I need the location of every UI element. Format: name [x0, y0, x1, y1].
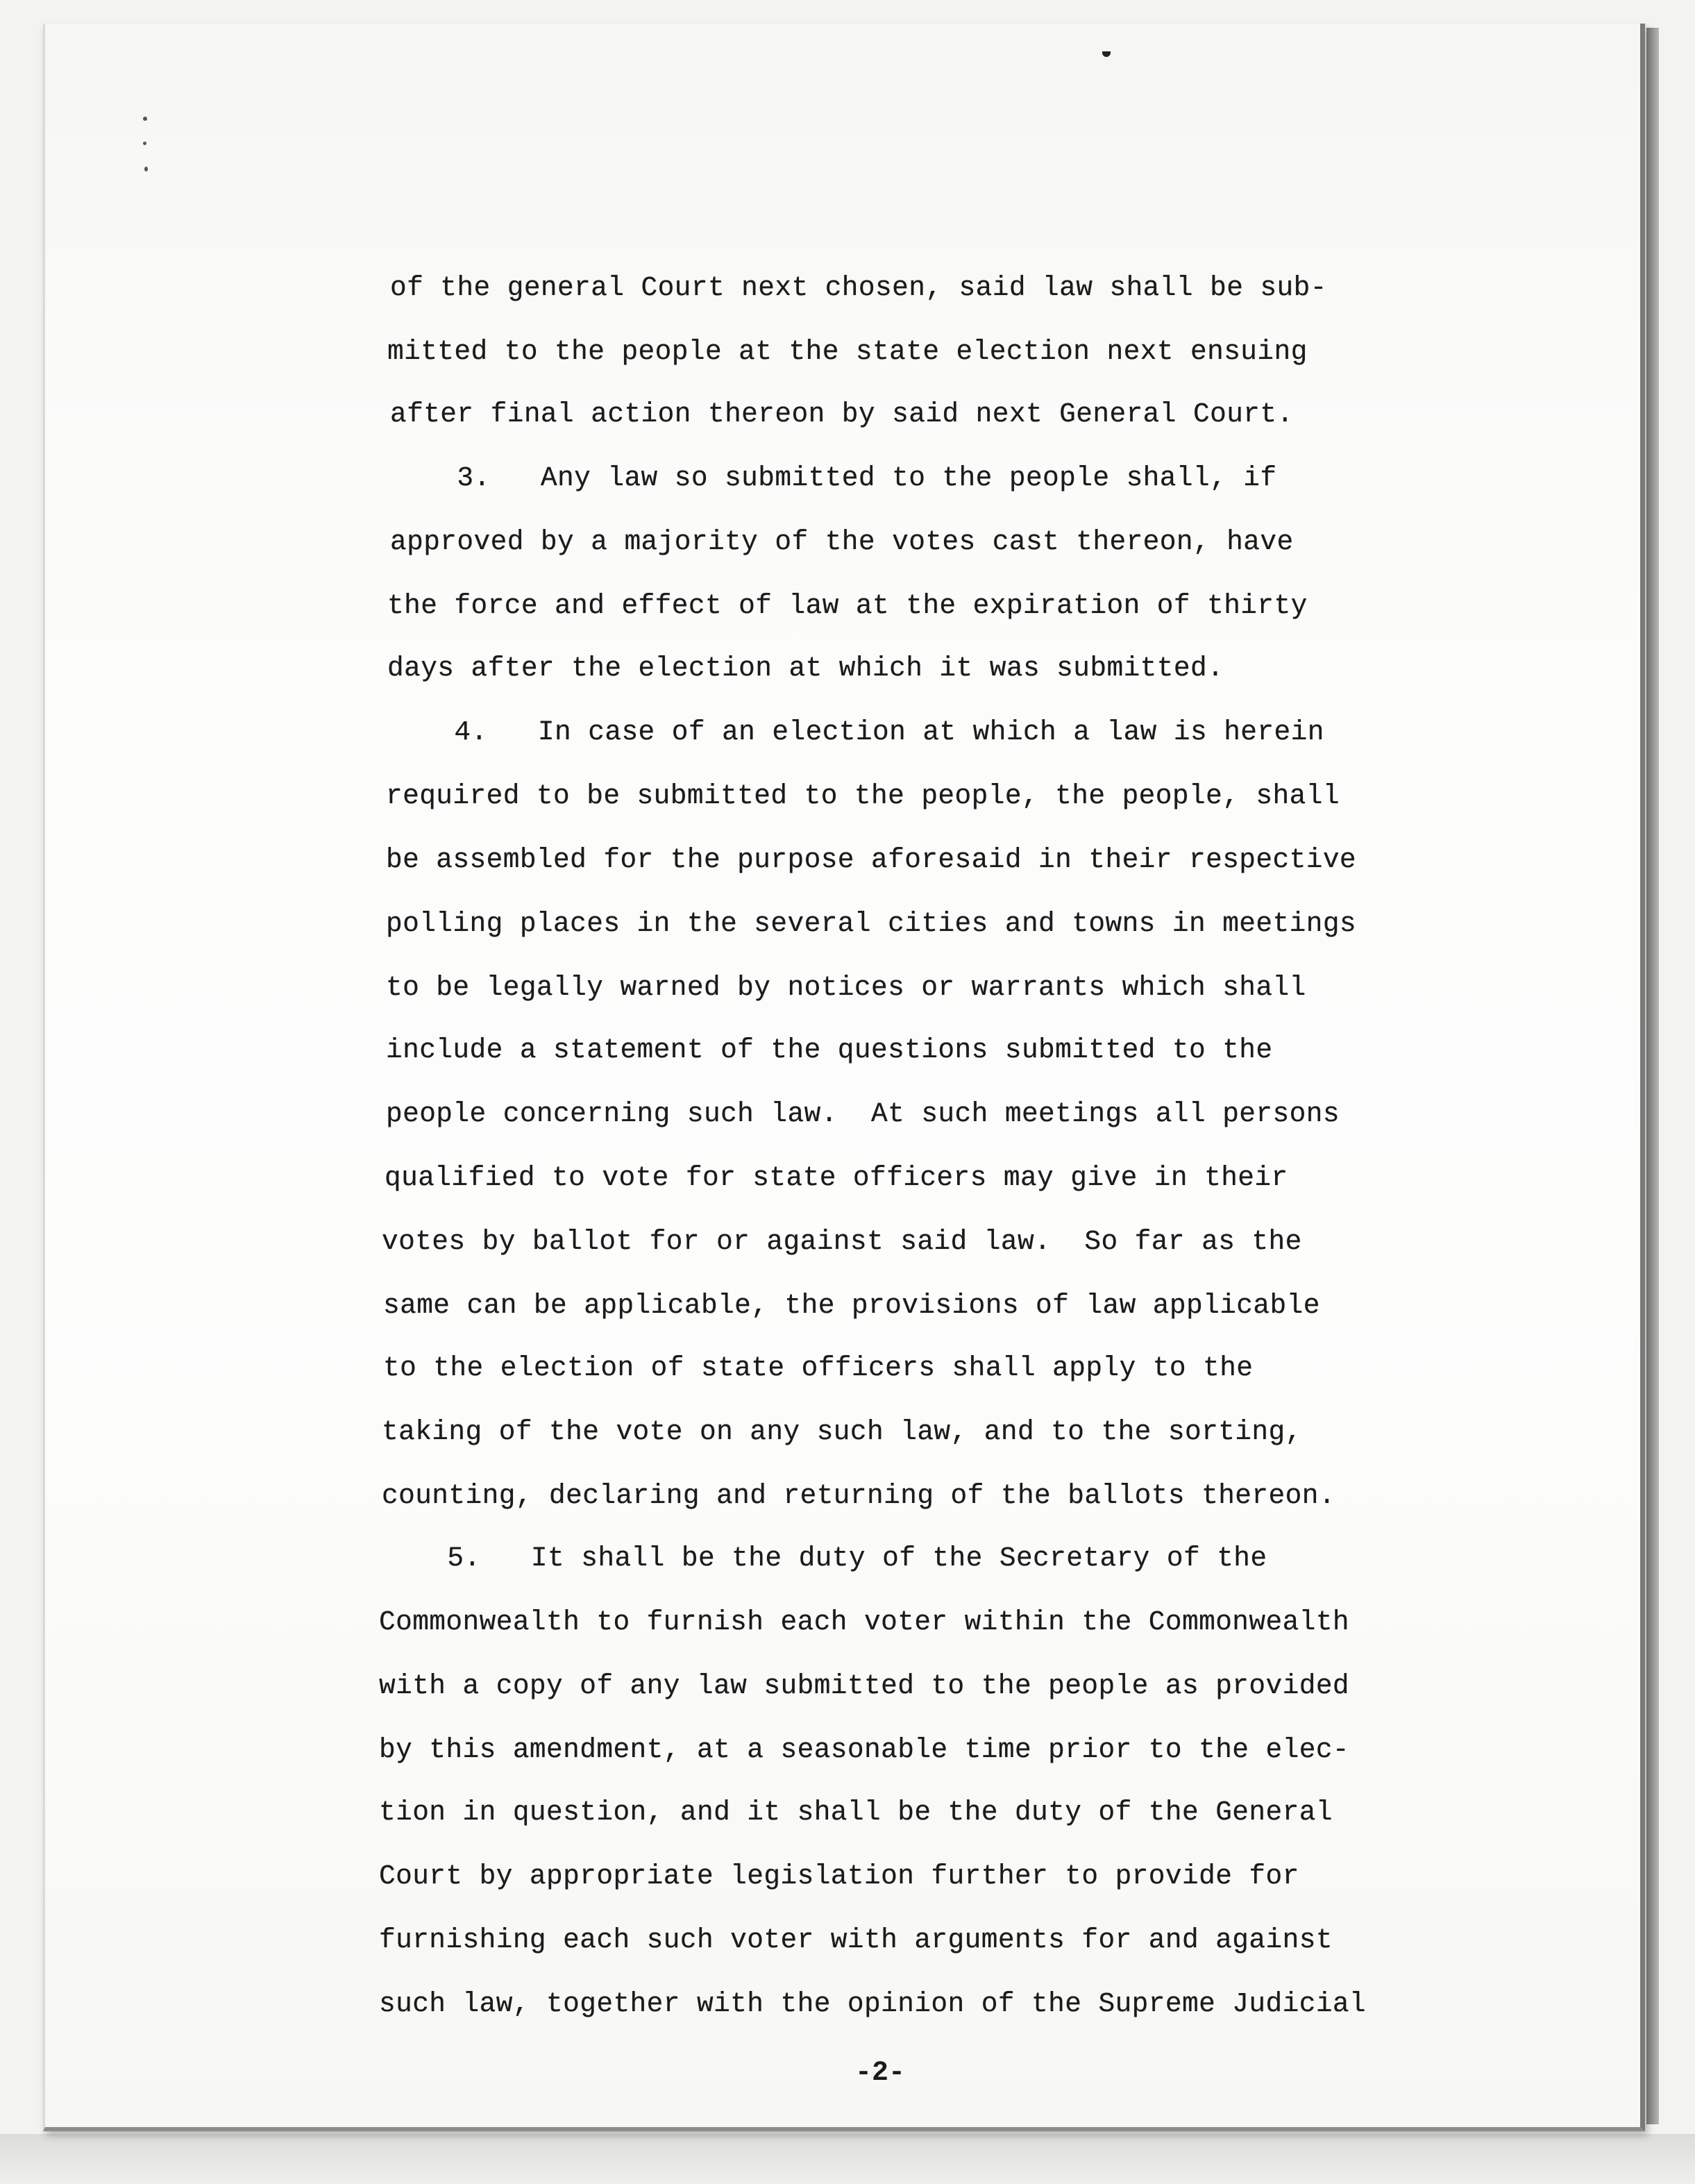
- text-line: polling places in the several cities and towns in meetings: [386, 908, 1357, 939]
- text-line: by this amendment, at a seasonable time prior to the elec-: [379, 1734, 1350, 1765]
- text-line: to be legally warned by notices or warrants which shall: [386, 972, 1306, 1003]
- scanner-bed-edge: [0, 2134, 1695, 2184]
- text-line: the force and effect of law at the expiration of thirty: [387, 590, 1308, 621]
- text-line: Commonwealth to furnish each voter within the Commonwealth: [379, 1606, 1350, 1638]
- text-line: 3. Any law so submitted to the people shall, if: [390, 462, 1277, 494]
- text-line: votes by ballot for or against said law. So far as the: [382, 1226, 1302, 1257]
- paper-right-edge: [1646, 28, 1659, 2124]
- text-line: Court by appropriate legislation further to provide for: [379, 1860, 1299, 1892]
- text-line: taking of the vote on any such law, and to the sorting,: [382, 1416, 1302, 1447]
- punch-mark: [143, 142, 146, 145]
- text-line: mitted to the people at the state election next ensuing: [387, 336, 1308, 367]
- text-line: approved by a majority of the votes cast thereon, have: [390, 526, 1294, 557]
- text-line: days after the election at which it was submitted.: [387, 653, 1224, 684]
- text-line: be assembled for the purpose aforesaid in their respective: [386, 844, 1357, 875]
- text-line: include a statement of the questions submitted to the: [386, 1034, 1273, 1066]
- text-line: of the general Court next chosen, said law shall be sub-: [390, 272, 1327, 303]
- text-line: to the election of state officers shall apply to the: [383, 1352, 1254, 1384]
- text-line: people concerning such law. At such meetings all persons: [386, 1098, 1340, 1129]
- punch-mark: [144, 167, 148, 171]
- text-line: qualified to vote for state officers may give in their: [385, 1162, 1288, 1193]
- text-line: required to be submitted to the people, the people, shall: [386, 780, 1340, 812]
- punch-mark: [143, 117, 147, 121]
- text-line: 5. It shall be the duty of the Secretary of the: [380, 1543, 1267, 1574]
- text-line: counting, declaring and returning of the ballots thereon.: [382, 1480, 1335, 1511]
- text-line: 4. In case of an election at which a law is herein: [387, 716, 1324, 748]
- page-number: -2-: [855, 2058, 906, 2089]
- text-line: furnishing each such voter with arguments for and against: [379, 1924, 1333, 1956]
- text-line: after final action thereon by said next General Court.: [390, 398, 1294, 430]
- text-line: same can be applicable, the provisions of law applicable: [383, 1290, 1320, 1321]
- text-line: such law, together with the opinion of the Supreme Judicial: [379, 1988, 1367, 2019]
- text-line: with a copy of any law submitted to the people as provided: [379, 1670, 1350, 1702]
- text-line: tion in question, and it shall be the duty of the General: [379, 1797, 1333, 1828]
